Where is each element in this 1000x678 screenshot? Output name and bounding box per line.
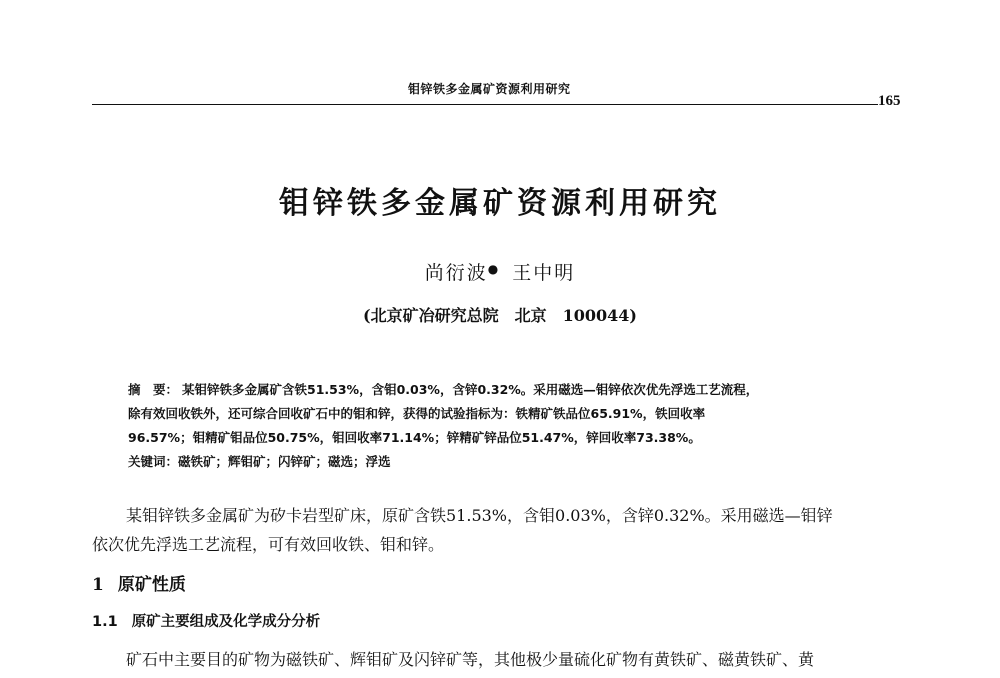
keywords-label: 关键词：	[128, 454, 179, 469]
section-1-1-number: 1.1	[92, 614, 118, 630]
section-1-number: 1	[92, 575, 104, 595]
abstract-line-3: 96.57%；钼精矿钼品位50.75%，钼回收率71.14%；锌精矿锌品位51.47%，锌回收率73.38%。	[128, 430, 701, 445]
author-mark: ●	[487, 262, 501, 276]
abstract	[128, 378, 888, 474]
section-1-1-heading	[92, 610, 334, 631]
section-1-heading	[92, 570, 200, 595]
intro-line-1: 某钼锌铁多金属矿为矽卡岩型矿床，原矿含铁51.53%，含钼0.03%，含锌0.32%。采用磁选—钼锌	[126, 506, 833, 525]
paper-title: 钼锌铁多金属矿资源利用研究	[279, 186, 721, 221]
page-number: 165	[878, 93, 901, 109]
keywords-text: 磁铁矿；辉钼矿；闪锌矿；磁选；浮选	[178, 454, 391, 469]
authors	[0, 258, 1000, 285]
abstract-line-2: 除有效回收铁外，还可综合回收矿石中的钼和锌，获得的试验指标为：铁精矿铁品位65.91%，铁回收率	[128, 406, 706, 421]
abstract-line-1	[128, 378, 888, 402]
keywords-line	[128, 450, 888, 474]
minerals-line-1: 矿石中主要目的矿物为磁铁矿、辉钼矿及闪锌矿等，其他极少量硫化矿物有黄铁矿、磁黄铁矿、黄	[126, 650, 815, 669]
abstract-label: 摘 要：	[128, 382, 179, 397]
author-2: 王中明	[512, 262, 576, 284]
intro-line-2: 依次优先浮选工艺流程，可有效回收铁、钼和锌。	[92, 535, 445, 554]
abstract-text-1: 某钼锌铁多金属矿含铁51.53%，含钼0.03%，含锌0.32%。采用磁选—钼锌依次优先浮选工艺流程，	[182, 382, 759, 397]
affiliation: (北京矿冶研究总院 北京 100044)	[363, 306, 637, 325]
minerals-paragraph	[92, 645, 912, 674]
section-1-1-title: 原矿主要组成及化学成分分析	[131, 614, 321, 630]
author-1: 尚衍波	[424, 262, 488, 284]
running-header: 钼锌铁多金属矿资源利用研究	[408, 82, 571, 96]
header-rule	[92, 104, 878, 105]
section-1-title: 原矿性质	[117, 575, 186, 595]
intro-paragraph	[92, 501, 912, 559]
